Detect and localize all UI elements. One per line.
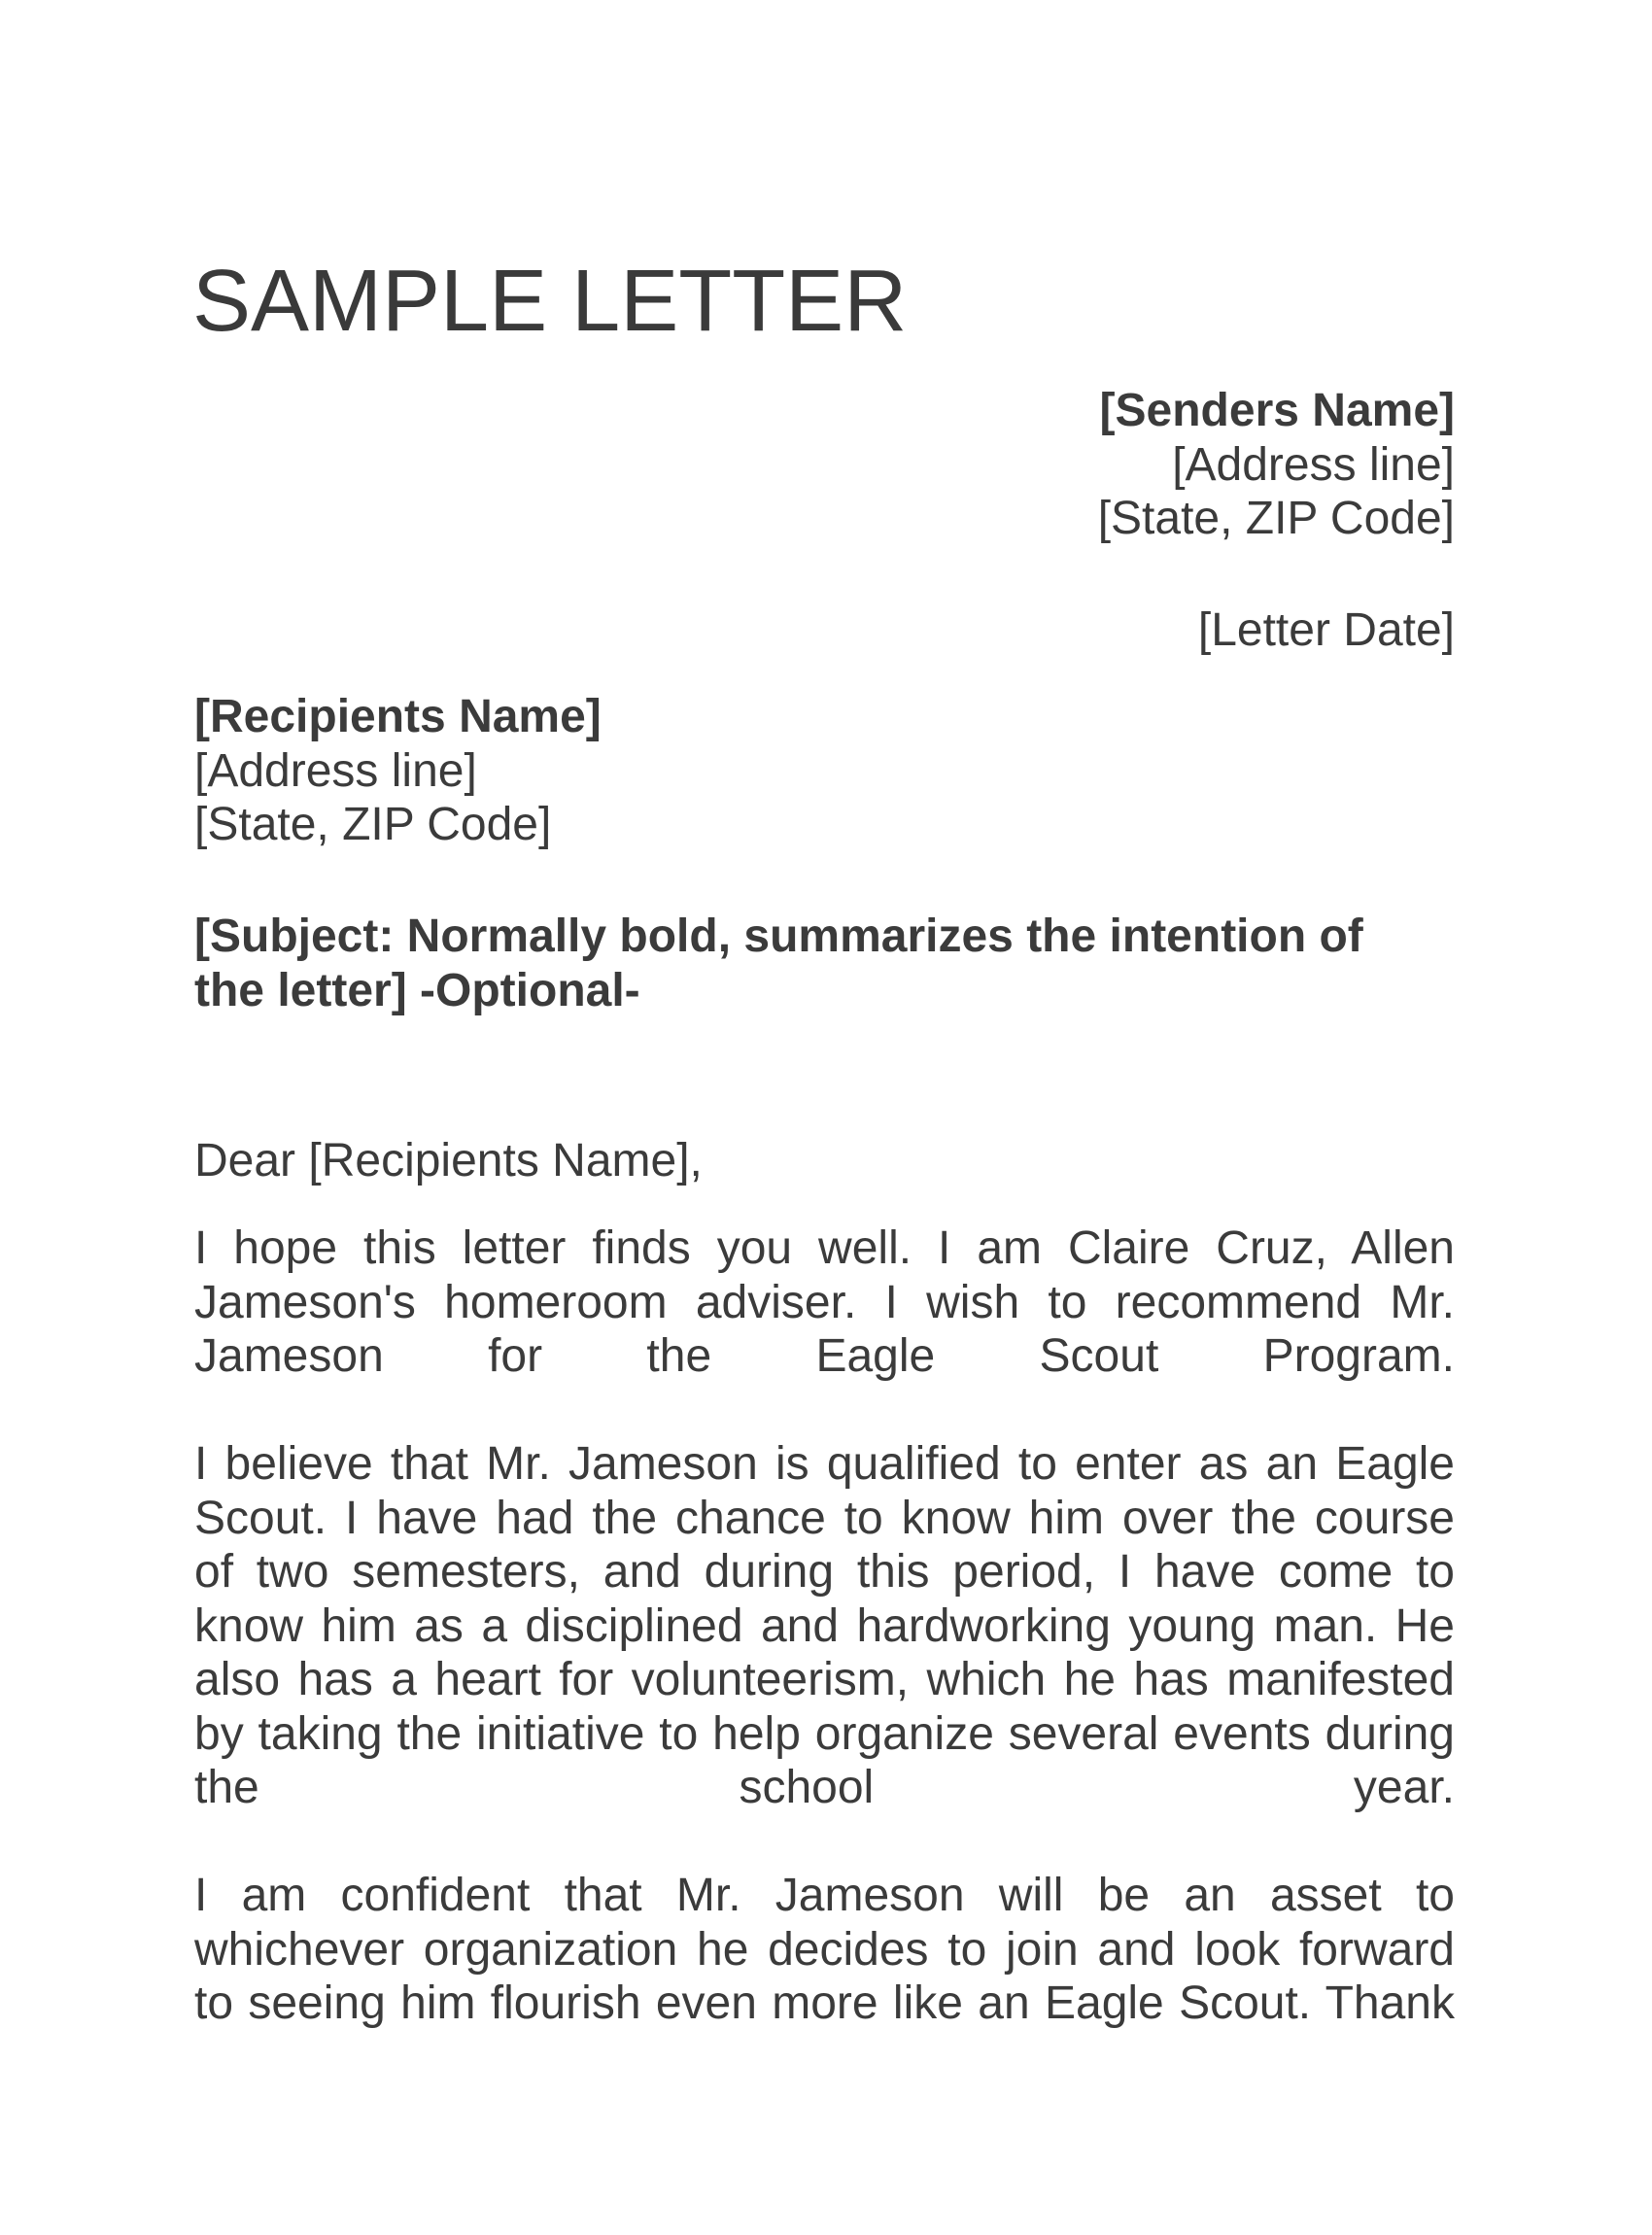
sender-address-line: [Address line] [1172, 438, 1455, 491]
salutation [194, 1134, 703, 1188]
salutation-text: Dear [Recipients Name], [194, 1135, 703, 1186]
body-paragraph-2 [194, 1437, 1455, 1815]
sender-block [1098, 384, 1455, 546]
paragraph-line: Scout. I have had the chance to know him over the course [194, 1492, 1455, 1544]
paragraph-line: also has a heart for volunteerism, which he has manifested [194, 1654, 1455, 1705]
paragraph-line: I believe that Mr. Jameson is qualified to enter as an Eagle [194, 1438, 1455, 1490]
body-paragraph-3 [194, 1869, 1455, 2031]
paragraph-line: the school year. [194, 1762, 1455, 1813]
recipient-state-zip: [State, ZIP Code] [194, 799, 552, 850]
paragraph-line: of two semesters, and during this period, I have come to [194, 1546, 1455, 1598]
paragraph-line: Jameson's homeroom adviser. I wish to recommend Mr. [194, 1276, 1455, 1328]
sender-name: [Senders Name] [1099, 385, 1455, 436]
subject-line-2: the letter] -Optional- [194, 964, 640, 1016]
subject-line [194, 910, 1363, 1017]
paragraph-line: by taking the initiative to help organize several events during [194, 1707, 1455, 1760]
paragraph-line: know him as a disciplined and hardworking young man. He [194, 1599, 1455, 1652]
paragraph-line: whichever organization he decides to join and look forward [194, 1923, 1455, 1976]
letter-date-block [1198, 603, 1455, 658]
letter-date: [Letter Date] [1197, 604, 1455, 656]
recipient-name: [Recipients Name] [194, 691, 602, 742]
body-paragraph-1 [194, 1221, 1455, 1384]
sender-state-zip: [State, ZIP Code] [1097, 493, 1455, 544]
paragraph-line: I hope this letter finds you well. I am Claire Cruz, Allen [194, 1222, 1455, 1274]
paragraph-line: Jameson for the Eagle Scout Program. [194, 1330, 1455, 1382]
subject-line-1: [Subject: Normally bold, summarizes the intention of [194, 911, 1363, 962]
paragraph-line: I am confident that Mr. Jameson will be an asset to [194, 1870, 1455, 1921]
recipient-address-line: [Address line] [194, 744, 477, 797]
page-title: SAMPLE LETTER [192, 253, 908, 350]
recipient-block [194, 690, 602, 852]
paragraph-line: to seeing him flourish even more like an Eagle Scout. Thank [194, 1977, 1455, 2029]
